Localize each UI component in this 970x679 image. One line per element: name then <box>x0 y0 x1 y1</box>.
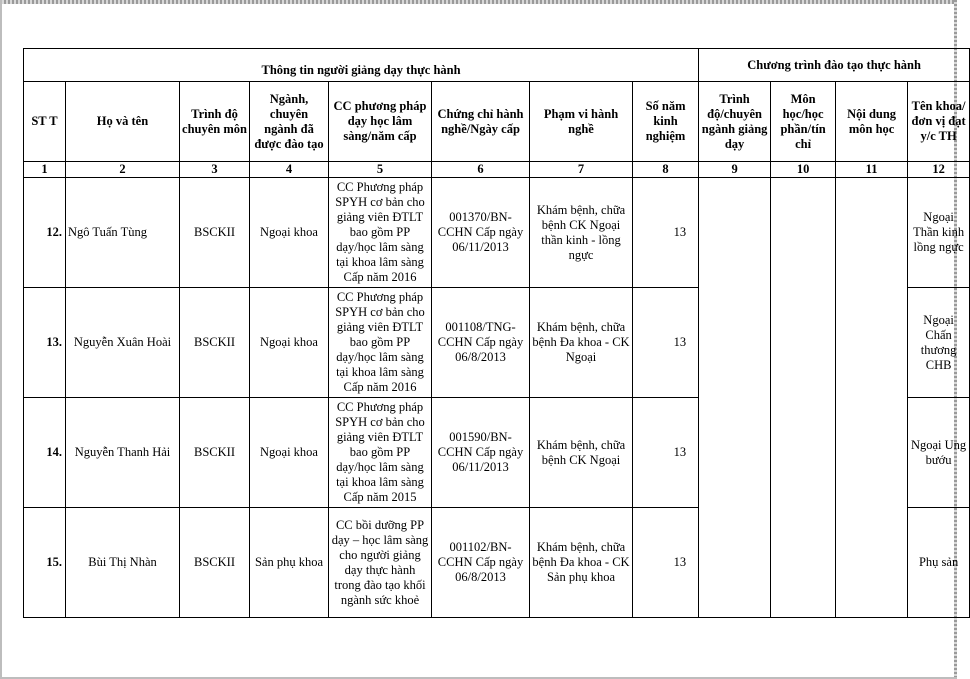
column-number: 10 <box>771 162 836 178</box>
cell-dept: Ngoại Chấn thương CHB <box>908 288 970 398</box>
cell-method-cert: CC Phương pháp SPYH cơ bản cho giảng viên ĐTLT bao gồm PP dạy/học lâm sàng tại khoa lâm sàng Cấp năm 2015 <box>329 398 432 508</box>
cell-name: Nguyễn Thanh Hải <box>66 398 180 508</box>
page-edge-left <box>0 0 2 679</box>
cell-name: Bùi Thị Nhàn <box>66 508 180 618</box>
cell-stt: 12. <box>24 178 66 288</box>
column-header-content: Nội dung môn học <box>836 82 908 162</box>
column-header-major: Ngành, chuyên ngành đã được đào tạo <box>250 82 329 162</box>
column-header-license: Chứng chỉ hành nghề/Ngày cấp <box>432 82 530 162</box>
column-header-scope: Phạm vi hành nghề <box>530 82 633 162</box>
column-number: 2 <box>66 162 180 178</box>
column-header-teaching-level: Trình độ/chuyên ngành giảng dạy <box>699 82 771 162</box>
cell-method-cert: CC bồi dưỡng PP dạy – học lâm sàng cho người giảng dạy thực hành trong đào tạo khối ngành sức khoẻ <box>329 508 432 618</box>
cell-subject-merged <box>771 178 836 618</box>
column-number-row <box>24 162 970 178</box>
cell-major: Sản phụ khoa <box>250 508 329 618</box>
cell-years: 13 <box>633 398 699 508</box>
group-header-row <box>24 49 970 82</box>
column-number: 6 <box>432 162 530 178</box>
table-row <box>24 178 970 288</box>
cell-stt: 13. <box>24 288 66 398</box>
cell-dept: Ngoại Thần kinh lồng ngực <box>908 178 970 288</box>
cell-major: Ngoại khoa <box>250 398 329 508</box>
column-header-dept: Tên khoa/đơn vị đạt y/c TH <box>908 82 970 162</box>
column-header-level: Trình độ chuyên môn <box>180 82 250 162</box>
column-number: 9 <box>699 162 771 178</box>
cell-method-cert: CC Phương pháp SPYH cơ bản cho giảng viên ĐTLT bao gồm PP dạy/học lâm sàng tại khoa lâm sàng Cấp năm 2016 <box>329 178 432 288</box>
column-number: 11 <box>836 162 908 178</box>
cell-level: BSCKII <box>180 288 250 398</box>
cell-method-cert: CC Phương pháp SPYH cơ bản cho giảng viên ĐTLT bao gồm PP dạy/học lâm sàng tại khoa lâm sàng Cấp năm 2016 <box>329 288 432 398</box>
instructor-table <box>23 48 970 618</box>
column-number: 3 <box>180 162 250 178</box>
cell-name: Nguyễn Xuân Hoài <box>66 288 180 398</box>
group-header-training-program: Chương trình đào tạo thực hành <box>699 49 970 82</box>
column-header-row <box>24 82 970 162</box>
column-header-years: Số năm kinh nghiệm <box>633 82 699 162</box>
column-header-subject: Môn học/học phần/tín chỉ <box>771 82 836 162</box>
column-number: 7 <box>530 162 633 178</box>
cell-major: Ngoại khoa <box>250 288 329 398</box>
cell-level: BSCKII <box>180 178 250 288</box>
column-number: 8 <box>633 162 699 178</box>
cell-dept: Ngoại Ung bướu <box>908 398 970 508</box>
cell-years: 13 <box>633 178 699 288</box>
cell-scope: Khám bệnh, chữa bệnh CK Ngoại thần kinh - lồng ngực <box>530 178 633 288</box>
cell-license: 001370/BN-CCHN Cấp ngày 06/11/2013 <box>432 178 530 288</box>
cell-scope: Khám bệnh, chữa bệnh Đa khoa - CK Ngoại <box>530 288 633 398</box>
cell-license: 001102/BN-CCHN Cấp ngày 06/8/2013 <box>432 508 530 618</box>
cell-scope: Khám bệnh, chữa bệnh CK Ngoại <box>530 398 633 508</box>
cell-years: 13 <box>633 288 699 398</box>
column-header-stt: ST T <box>24 82 66 162</box>
cell-stt: 15. <box>24 508 66 618</box>
column-number: 4 <box>250 162 329 178</box>
column-number: 1 <box>24 162 66 178</box>
cell-major: Ngoại khoa <box>250 178 329 288</box>
cell-license: 001590/BN-CCHN Cấp ngày 06/11/2013 <box>432 398 530 508</box>
cell-level: BSCKII <box>180 398 250 508</box>
cell-dept: Phụ sản <box>908 508 970 618</box>
column-number: 5 <box>329 162 432 178</box>
cell-content-merged <box>836 178 908 618</box>
group-header-instructor-info: Thông tin người giảng dạy thực hành <box>24 49 699 82</box>
column-header-name: Họ và tên <box>66 82 180 162</box>
cell-teaching-level-merged <box>699 178 771 618</box>
cell-name: Ngô Tuấn Tùng <box>66 178 180 288</box>
cell-years: 13 <box>633 508 699 618</box>
column-number: 12 <box>908 162 970 178</box>
cell-scope: Khám bệnh, chữa bệnh Đa khoa - CK Sản phụ khoa <box>530 508 633 618</box>
column-header-method-cert: CC phương pháp dạy học lâm sàng/năm cấp <box>329 82 432 162</box>
cell-license: 001108/TNG-CCHN Cấp ngày 06/8/2013 <box>432 288 530 398</box>
page-edge-top <box>0 0 957 4</box>
cell-stt: 14. <box>24 398 66 508</box>
cell-level: BSCKII <box>180 508 250 618</box>
